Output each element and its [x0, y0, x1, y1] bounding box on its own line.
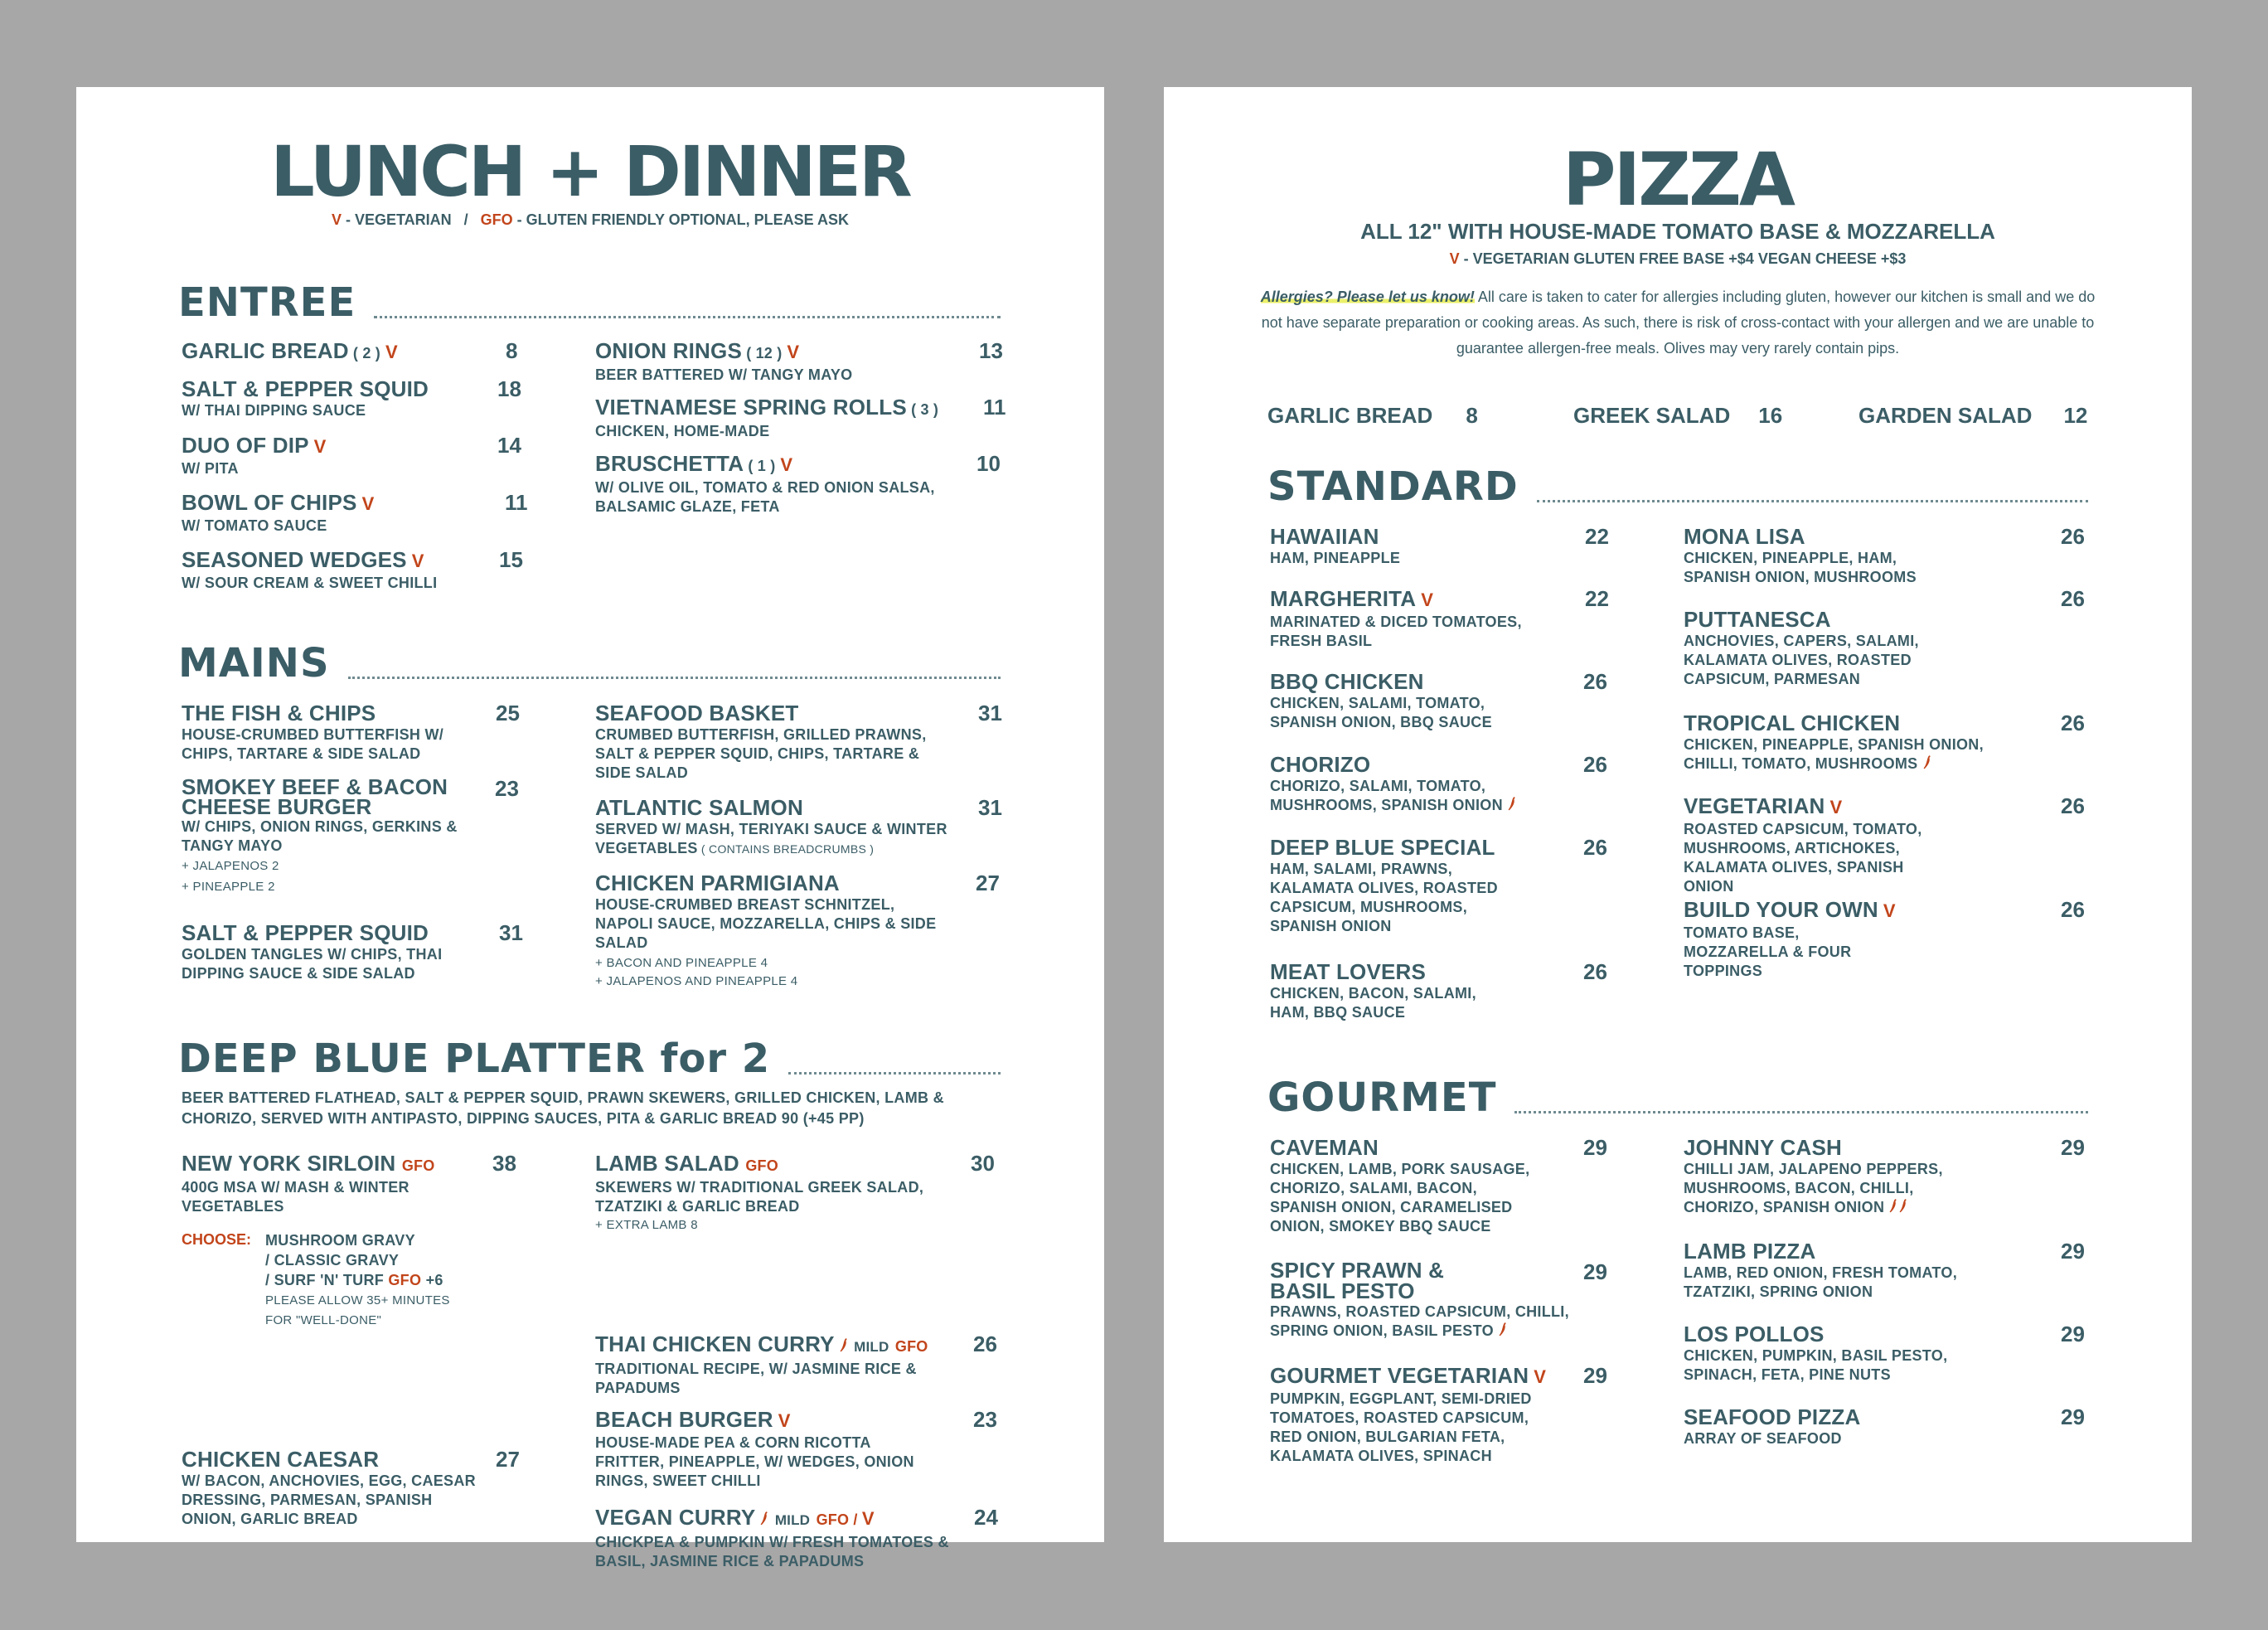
item-name: CHICKEN PARMIGIANA: [595, 871, 840, 895]
item-qty: ( 3 ): [906, 401, 939, 418]
item-description: W/ CHIPS, ONION RINGS, GERKINS & TANGY MAYO: [182, 818, 458, 854]
section-header-gourmet: [1267, 1075, 2088, 1121]
item-price: 8: [1466, 403, 1478, 428]
gfo-label: - GLUTEN FRIENDLY OPTIONAL, PLEASE ASK: [512, 211, 850, 228]
gfo-mark: GFO: [816, 1511, 850, 1528]
item-price: 26: [2061, 711, 2085, 735]
menu-item: [1684, 898, 2032, 981]
menu-item: [595, 1408, 943, 1491]
side-item: [1858, 403, 2087, 429]
spice-level: MILD: [774, 1512, 811, 1528]
gfo-mark: GFO: [480, 211, 513, 228]
item-name: MEAT LOVERS: [1270, 959, 1427, 984]
item-description: CRUMBED BUTTERFISH, GRILLED PRAWNS, SALT & PEPPER SQUID, CHIPS, TARTARE & SIDE SALAD: [595, 726, 927, 781]
menu-item: [1270, 1136, 1552, 1236]
menu-item: [182, 921, 480, 983]
item-name: LOS POLLOS: [1684, 1322, 1825, 1346]
item-description: CHICKEN, PINEAPPLE, HAM, SPANISH ONION, MUSHROOMS: [1684, 550, 1917, 585]
item-price: 38: [492, 1151, 516, 1176]
item-name: SEAFOOD BASKET: [595, 701, 799, 725]
choose-option-price: +6: [421, 1272, 443, 1288]
item-price: 29: [2061, 1404, 2085, 1429]
menu-item: [595, 871, 952, 992]
section-header-platter: [178, 1036, 1001, 1082]
menu-item: [595, 452, 960, 517]
item-price: 26: [1583, 669, 1607, 694]
item-name: JOHNNY CASH: [1684, 1135, 1842, 1160]
menu-item: [1270, 960, 1535, 1022]
section-title: MAINS: [178, 640, 330, 686]
chili-icon: [1508, 797, 1516, 811]
item-price: 11: [983, 395, 1006, 420]
dotted-leader: [348, 677, 1001, 679]
item-price: 26: [1583, 835, 1607, 860]
item-name: SALT & PEPPER SQUID: [182, 376, 429, 401]
item-name: CAVEMAN: [1270, 1135, 1379, 1160]
item-description: W/ SOUR CREAM & SWEET CHILLI: [182, 575, 438, 591]
item-name: GARLIC BREAD: [182, 338, 349, 363]
item-description: PRAWNS, ROASTED CAPSICUM, CHILLI, SPRING ONION, BASIL PESTO: [1270, 1303, 1569, 1339]
dotted-leader: [1514, 1111, 2088, 1113]
item-qty: ( 2 ): [348, 345, 380, 361]
choose-option: / CLASSIC GRAVY: [265, 1252, 400, 1269]
item-price: 27: [976, 871, 1000, 895]
chili-icon: [1923, 755, 1931, 769]
vegetarian-mark: V: [411, 551, 424, 571]
item-name: SEAFOOD PIZZA: [1684, 1404, 1861, 1429]
item-description: MARINATED & DICED TOMATOES, FRESH BASIL: [1270, 614, 1522, 649]
item-name: GARLIC BREAD: [1267, 403, 1433, 428]
item-name: LAMB PIZZA: [1684, 1239, 1816, 1264]
item-description: HOUSE-CRUMBED BREAST SCHNITZEL, NAPOLI SAUCE, MOZZARELLA, CHIPS & SIDE SALAD: [595, 896, 937, 951]
item-price: 29: [2061, 1239, 2085, 1264]
allergy-highlight: Allergies? Please let us know!: [1260, 289, 1475, 305]
chili-icon: [760, 1511, 768, 1526]
item-name: LAMB SALAD: [595, 1151, 739, 1176]
item-name: ONION RINGS: [595, 338, 742, 363]
item-name: THE FISH & CHIPS: [182, 701, 376, 725]
item-description: CHICKEN, PUMPKIN, BASIL PESTO, SPINACH, FETA, PINE NUTS: [1684, 1347, 1948, 1383]
vegetarian-mark: V: [1883, 900, 1896, 921]
item-name: GARDEN SALAD: [1858, 403, 2033, 428]
menu-item: [182, 548, 497, 593]
menu-legend: [76, 211, 1104, 229]
choose-note: FOR "WELL-DONE": [265, 1313, 382, 1327]
item-price: 11: [505, 490, 528, 515]
dotted-leader: [1537, 500, 2088, 502]
menu-item: [595, 1332, 976, 1398]
menu-item: [182, 434, 480, 478]
item-price: 23: [973, 1407, 997, 1432]
item-description: W/ PITA: [182, 460, 239, 477]
item-note: + JALAPENOS 2: [182, 859, 279, 873]
item-price: 31: [978, 701, 1002, 725]
gfo-mark: GFO: [388, 1272, 422, 1288]
menu-item: [595, 796, 976, 859]
item-description: ROASTED CAPSICUM, TOMATO, MUSHROOMS, ARTICHOKES, KALAMATA OLIVES, SPANISH ONION: [1684, 821, 1922, 895]
item-description: BEER BATTERED W/ TANGY MAYO: [595, 366, 853, 383]
chili-icon: [1499, 1322, 1507, 1337]
item-name: TROPICAL CHICKEN: [1684, 711, 1901, 735]
item-price: 29: [2061, 1322, 2085, 1346]
vegetarian-mark: V: [778, 1410, 791, 1431]
item-description: W/ THAI DIPPING SAUCE: [182, 402, 366, 419]
item-name: SALT & PEPPER SQUID: [182, 920, 429, 945]
section-title: DEEP BLUE PLATTER for 2: [178, 1036, 771, 1082]
menu-item: [1684, 794, 2032, 896]
item-description: SERVED W/ MASH, TERIYAKI SAUCE & WINTER VEGETABLES: [595, 821, 947, 856]
pizza-page: [1164, 87, 2192, 1542]
chili-icon: [1889, 1199, 1897, 1213]
item-price: 29: [2061, 1135, 2085, 1160]
menu-item: [1270, 587, 1544, 651]
item-description: PUMPKIN, EGGPLANT, SEMI-DRIED TOMATOES, ROASTED CAPSICUM, RED ONION, BULGARIAN FETA, KALAMATA OLIVES, SPINACH: [1270, 1390, 1532, 1464]
item-description: CHICKEN, LAMB, PORK SAUSAGE, CHORIZO, SALAMI, BACON, SPANISH ONION, CARAMELISED ONION, SMOKEY BBQ SAUCE: [1270, 1161, 1530, 1235]
item-price: 23: [495, 776, 519, 801]
menu-item: [1270, 1260, 1577, 1341]
item-price: 16: [1758, 403, 1783, 428]
item-price: 25: [496, 701, 520, 725]
item-price: 26: [2061, 897, 2085, 922]
item-description: CHICKEN, SALAMI, TOMATO, SPANISH ONION, BBQ SAUCE: [1270, 695, 1492, 730]
item-name: BOWL OF CHIPS: [182, 490, 357, 515]
gfo-mark: GFO: [401, 1157, 435, 1174]
page-title: LUNCH + DINNER: [270, 131, 910, 212]
item-note: + BACON AND PINEAPPLE 4: [595, 956, 768, 970]
item-description: ANCHOVIES, CAPERS, SALAMI, KALAMATA OLIVES, ROASTED CAPSICUM, PARMESAN: [1684, 633, 1919, 687]
vegetarian-mark: V: [1829, 797, 1843, 817]
choose-option: MUSHROOM GRAVY: [265, 1232, 415, 1249]
item-price: 15: [499, 547, 523, 572]
section-title: GOURMET: [1267, 1075, 1497, 1121]
pizza-legend: [1164, 250, 2192, 268]
gfo-mark: GFO: [894, 1338, 928, 1355]
item-description: CHILLI JAM, JALAPENO PEPPERS, MUSHROOMS, BACON, CHILLI, CHORIZO, SPANISH ONION: [1684, 1161, 1943, 1215]
item-description: CHORIZO, SALAMI, TOMATO, MUSHROOMS, SPANISH ONION: [1270, 778, 1503, 813]
menu-item: [1684, 1239, 1982, 1302]
item-description: W/ OLIVE OIL, TOMATO & RED ONION SALSA, BALSAMIC GLAZE, FETA: [595, 479, 935, 515]
item-note: + EXTRA LAMB 8: [595, 1218, 698, 1232]
item-qty: ( 1 ): [744, 458, 776, 474]
section-header-standard: [1267, 463, 2088, 510]
item-name: VEGETARIAN: [1684, 793, 1825, 818]
separator: /: [849, 1511, 862, 1528]
item-description: W/ TOMATO SAUCE: [182, 517, 327, 534]
allergy-text: All care is taken to cater for allergies including gluten, however our kitchen is small and we do not have separate preparation or cooking areas. As such, there is risk of cross-contact with your allergen and we are unable to guarantee allergen-free meals. Olives may very rarely contain pips.: [1261, 289, 2096, 357]
item-name: BBQ CHICKEN: [1270, 669, 1424, 694]
item-description: SKEWERS W/ TRADITIONAL GREEK SALAD, TZATZIKI & GARLIC BREAD: [595, 1179, 924, 1215]
chili-icon: [1899, 1199, 1907, 1213]
item-price: 27: [496, 1447, 520, 1472]
menu-item: [1684, 711, 2032, 774]
item-description: CHICKEN, PINEAPPLE, SPANISH ONION, CHILLI, TOMATO, MUSHROOMS: [1684, 736, 1984, 772]
item-price: 14: [497, 433, 521, 458]
item-name: HAWAIIAN: [1270, 524, 1379, 549]
menu-item: [595, 1506, 976, 1571]
item-description: 400G MSA W/ MASH & WINTER VEGETABLES: [182, 1179, 410, 1215]
item-name: VIETNAMESE SPRING ROLLS: [595, 395, 907, 420]
menu-item: [1684, 525, 1957, 587]
platter-description: BEER BATTERED FLATHEAD, SALT & PEPPER SQUID, PRAWN SKEWERS, GRILLED CHICKEN, LAMB & CHORIZO, SERVED WITH ANTIPASTO, DIPPING SAUCES, PITA & GARLIC BREAD 90 (+45 PP): [182, 1089, 944, 1127]
item-name: GOURMET VEGETARIAN: [1270, 1363, 1529, 1388]
item-name: VEGAN CURRY: [595, 1505, 756, 1530]
vegetarian-mark: V: [331, 211, 342, 228]
section-title: ENTREE: [178, 279, 356, 326]
item-price: 31: [978, 795, 1002, 820]
pizza-legend-text: - VEGETARIAN GLUTEN FREE BASE +$4 VEGAN CHEESE +$3: [1459, 250, 1907, 267]
item-name: MONA LISA: [1684, 524, 1805, 549]
menu-item: [182, 339, 480, 365]
menu-item: [1270, 836, 1535, 936]
item-description: CHICKEN, BACON, SALAMI, HAM, BBQ SAUCE: [1270, 985, 1476, 1021]
menu-item: [595, 395, 960, 441]
side-item: [1267, 403, 1478, 429]
vegetarian-mark: V: [861, 1508, 875, 1529]
menu-item: [595, 1152, 943, 1234]
menu-item: [1684, 1322, 1982, 1385]
item-price: 12: [2063, 403, 2088, 428]
menu-item: [182, 701, 480, 764]
item-price: 26: [2061, 524, 2085, 549]
choose-option: / SURF 'N' TURF: [265, 1272, 385, 1288]
item-name: SMOKEY BEEF & BACON CHEESE BURGER: [182, 774, 448, 819]
item-description: ARRAY OF SEAFOOD: [1684, 1430, 1842, 1447]
dotted-leader: [788, 1072, 1001, 1075]
menu-item: [595, 701, 952, 783]
menu-item: [182, 1448, 480, 1529]
vegetarian-mark: V: [361, 493, 375, 514]
item-name: CHORIZO: [1270, 752, 1371, 777]
item-price: 29: [1583, 1363, 1607, 1388]
menu-item: [182, 491, 480, 536]
vegetarian-mark: V: [313, 436, 327, 457]
item-qty: ( 12 ): [742, 345, 783, 361]
item-price: 24: [974, 1505, 998, 1530]
item-name: DUO OF DIP: [182, 433, 309, 458]
item-name: ATLANTIC SALMON: [595, 795, 803, 820]
item-description: LAMB, RED ONION, FRESH TOMATO, TZATZIKI, SPRING ONION: [1684, 1264, 1958, 1300]
item-price: 26: [1583, 752, 1607, 777]
item-price: 26: [2061, 586, 2085, 611]
item-name: BEACH BURGER: [595, 1407, 773, 1432]
vegetarian-mark: V: [1449, 250, 1460, 267]
menu-item: [182, 774, 472, 897]
item-name: BRUSCHETTA: [595, 451, 744, 476]
item-price: 29: [1583, 1135, 1607, 1160]
choose-note: PLEASE ALLOW 35+ MINUTES: [265, 1293, 450, 1307]
menu-item: [182, 1152, 480, 1216]
item-name: DEEP BLUE SPECIAL: [1270, 835, 1495, 860]
menu-item: [1270, 525, 1568, 568]
item-name: THAI CHICKEN CURRY: [595, 1332, 835, 1356]
item-name: PUTTANESCA: [1684, 607, 1831, 632]
item-description: HOUSE-MADE PEA & CORN RICOTTA FRITTER, PINEAPPLE, W/ WEDGES, ONION RINGS, SWEET CHILLI: [595, 1434, 914, 1489]
item-price: 26: [973, 1332, 997, 1356]
menu-item: [1270, 670, 1544, 732]
spice-level: MILD: [854, 1339, 889, 1355]
vegetarian-label: - VEGETARIAN /: [341, 211, 481, 228]
item-name: GREEK SALAD: [1573, 403, 1731, 428]
item-description: TRADITIONAL RECIPE, W/ JASMINE RICE & PAPADUMS: [595, 1361, 917, 1396]
pizza-subtitle: ALL 12" WITH HOUSE-MADE TOMATO BASE & MOZZARELLA: [1360, 219, 1995, 244]
menu-item: [1684, 1136, 1982, 1217]
item-name: SPICY PRAWN & BASIL PESTO: [1270, 1258, 1445, 1303]
chili-icon: [840, 1338, 848, 1352]
gfo-mark: GFO: [745, 1157, 778, 1174]
menu-item: [595, 339, 960, 385]
item-price: 8: [506, 338, 518, 363]
item-description: CHICKPEA & PUMPKIN W/ FRESH TOMATOES & BASIL, JASMINE RICE & PAPADUMS: [595, 1534, 949, 1569]
item-price: 29: [1583, 1259, 1607, 1284]
menu-item: [182, 377, 480, 420]
menu-item: [1684, 608, 1957, 689]
item-description: HAM, SALAMI, PRAWNS, KALAMATA OLIVES, ROASTED CAPSICUM, MUSHROOMS, SPANISH ONION: [1270, 861, 1498, 934]
item-name: CHICKEN CAESAR: [182, 1447, 380, 1472]
item-price: 18: [497, 376, 521, 401]
allergy-notice: [1255, 284, 2101, 361]
page-title: PIZZA: [1563, 137, 1793, 222]
item-description: HAM, PINEAPPLE: [1270, 550, 1401, 566]
item-price: 22: [1585, 524, 1609, 549]
vegetarian-mark: V: [1534, 1366, 1547, 1387]
menu-item: [1684, 1405, 1982, 1448]
item-note: + PINEAPPLE 2: [182, 880, 275, 894]
item-note: + JALAPENOS AND PINEAPPLE 4: [595, 974, 798, 988]
item-note: ( CONTAINS BREADCRUMBS ): [697, 842, 875, 856]
vegetarian-mark: V: [1421, 589, 1434, 610]
item-price: 13: [979, 338, 1003, 363]
section-header-entree: [178, 279, 1001, 326]
vegetarian-mark: V: [780, 454, 793, 475]
item-name: BUILD YOUR OWN: [1684, 897, 1878, 922]
section-header-mains: [178, 640, 1001, 686]
vegetarian-mark: V: [385, 342, 398, 362]
lunch-dinner-page: [76, 87, 1104, 1569]
item-price: 30: [971, 1151, 995, 1176]
choose-label: CHOOSE:: [182, 1231, 252, 1248]
item-price: 22: [1585, 586, 1609, 611]
dotted-leader: [374, 316, 1001, 318]
item-name: MARGHERITA: [1270, 586, 1417, 611]
item-price: 26: [2061, 793, 2085, 818]
item-price: 26: [1583, 959, 1607, 984]
item-description: HOUSE-CRUMBED BUTTERFISH W/ CHIPS, TARTARE & SIDE SALAD: [182, 726, 444, 762]
vegetarian-mark: V: [787, 342, 800, 362]
item-name: NEW YORK SIRLOIN: [182, 1151, 396, 1176]
item-name: SEASONED WEDGES: [182, 547, 407, 572]
menu-item: [1270, 1364, 1577, 1466]
item-description: GOLDEN TANGLES W/ CHIPS, THAI DIPPING SAUCE & SIDE SALAD: [182, 946, 443, 982]
item-price: 10: [976, 451, 1001, 476]
choose-options: [265, 1230, 514, 1330]
item-description: TOMATO BASE, MOZZARELLA & FOUR TOPPINGS: [1684, 924, 1852, 979]
item-price: 31: [499, 920, 523, 945]
section-title: STANDARD: [1267, 463, 1519, 510]
menu-item: [1270, 753, 1552, 815]
item-description: W/ BACON, ANCHOVIES, EGG, CAESAR DRESSING, PARMESAN, SPANISH ONION, GARLIC BREAD: [182, 1472, 476, 1527]
item-description: CHICKEN, HOME-MADE: [595, 423, 770, 439]
side-item: [1573, 403, 1782, 429]
